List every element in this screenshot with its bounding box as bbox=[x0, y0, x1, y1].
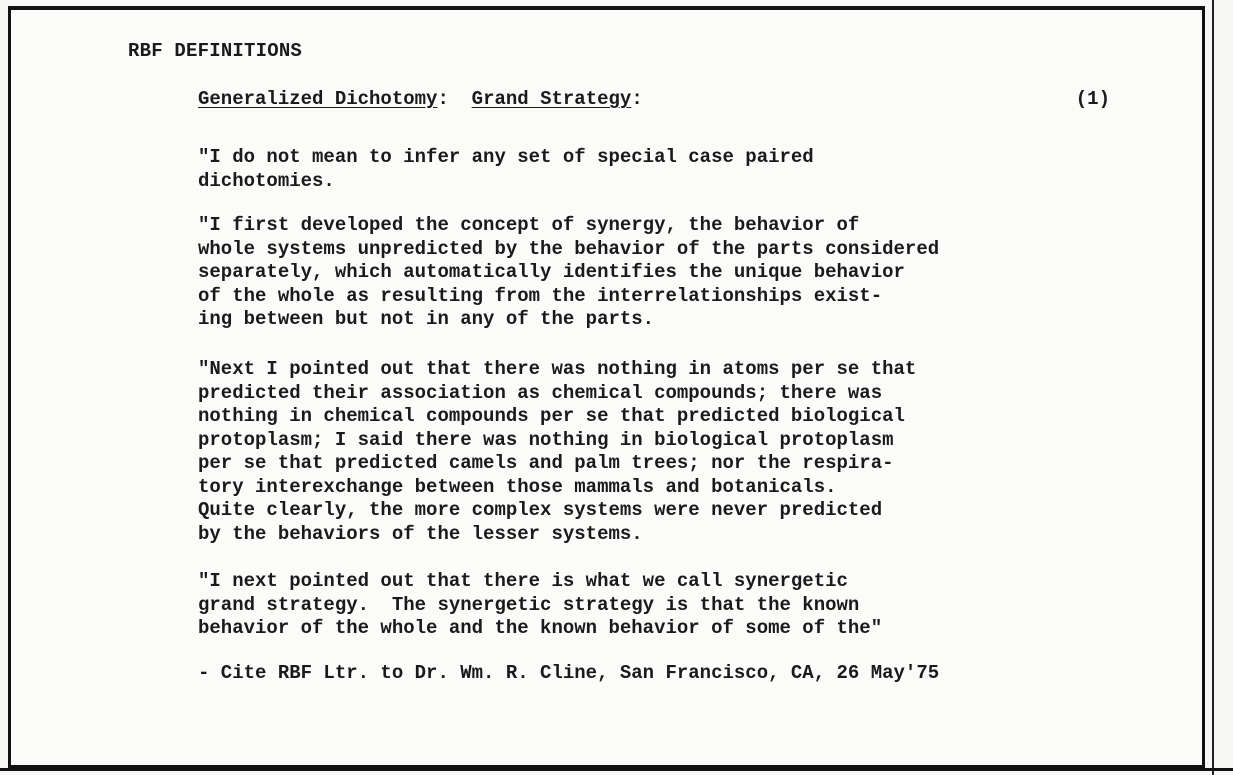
title-separator-1: : bbox=[437, 88, 472, 110]
paragraph-2: "I first developed the concept of synergy, the behavior of whole systems unpredicted by the behavior of the parts considered separately, which automatically identifies the unique behavior of the whole as resulting from the interrelationships exist- ing between but not in any of the parts. bbox=[198, 214, 940, 330]
title-separator-2: : bbox=[631, 88, 643, 110]
title-row bbox=[198, 88, 1110, 110]
paragraph-3: "Next I pointed out that there was nothing in atoms per se that predicted their association as chemical compounds; there was nothing in chemical compounds per se that predicted biological protoplasm; I said there was nothing in biological protoplasm per se that predicted camels and palm trees; nor the respira- tory interexchange between those mammals and botanicals. Quite clearly, the more complex systems were never predicted by the behaviors of the lesser systems. bbox=[198, 358, 917, 545]
page-number: (1) bbox=[1075, 88, 1110, 110]
document-heading: RBF DEFINITIONS bbox=[128, 40, 303, 62]
term-generalized-dichotomy: Generalized Dichotomy bbox=[198, 88, 438, 110]
paragraph-4: "I next pointed out that there is what we call synergetic grand strategy. The synergetic strategy is that the known behavior of the whole and the known behavior of some of the" bbox=[198, 570, 883, 639]
paragraph-1: "I do not mean to infer any set of special case paired dichotomies. bbox=[198, 146, 814, 192]
citation: - Cite RBF Ltr. to Dr. Wm. R. Cline, San Francisco, CA, 26 May'75 bbox=[198, 662, 940, 684]
bottom-edge-rule bbox=[0, 768, 1233, 771]
term-grand-strategy: Grand Strategy bbox=[471, 88, 632, 110]
right-edge-rule bbox=[1212, 0, 1214, 775]
